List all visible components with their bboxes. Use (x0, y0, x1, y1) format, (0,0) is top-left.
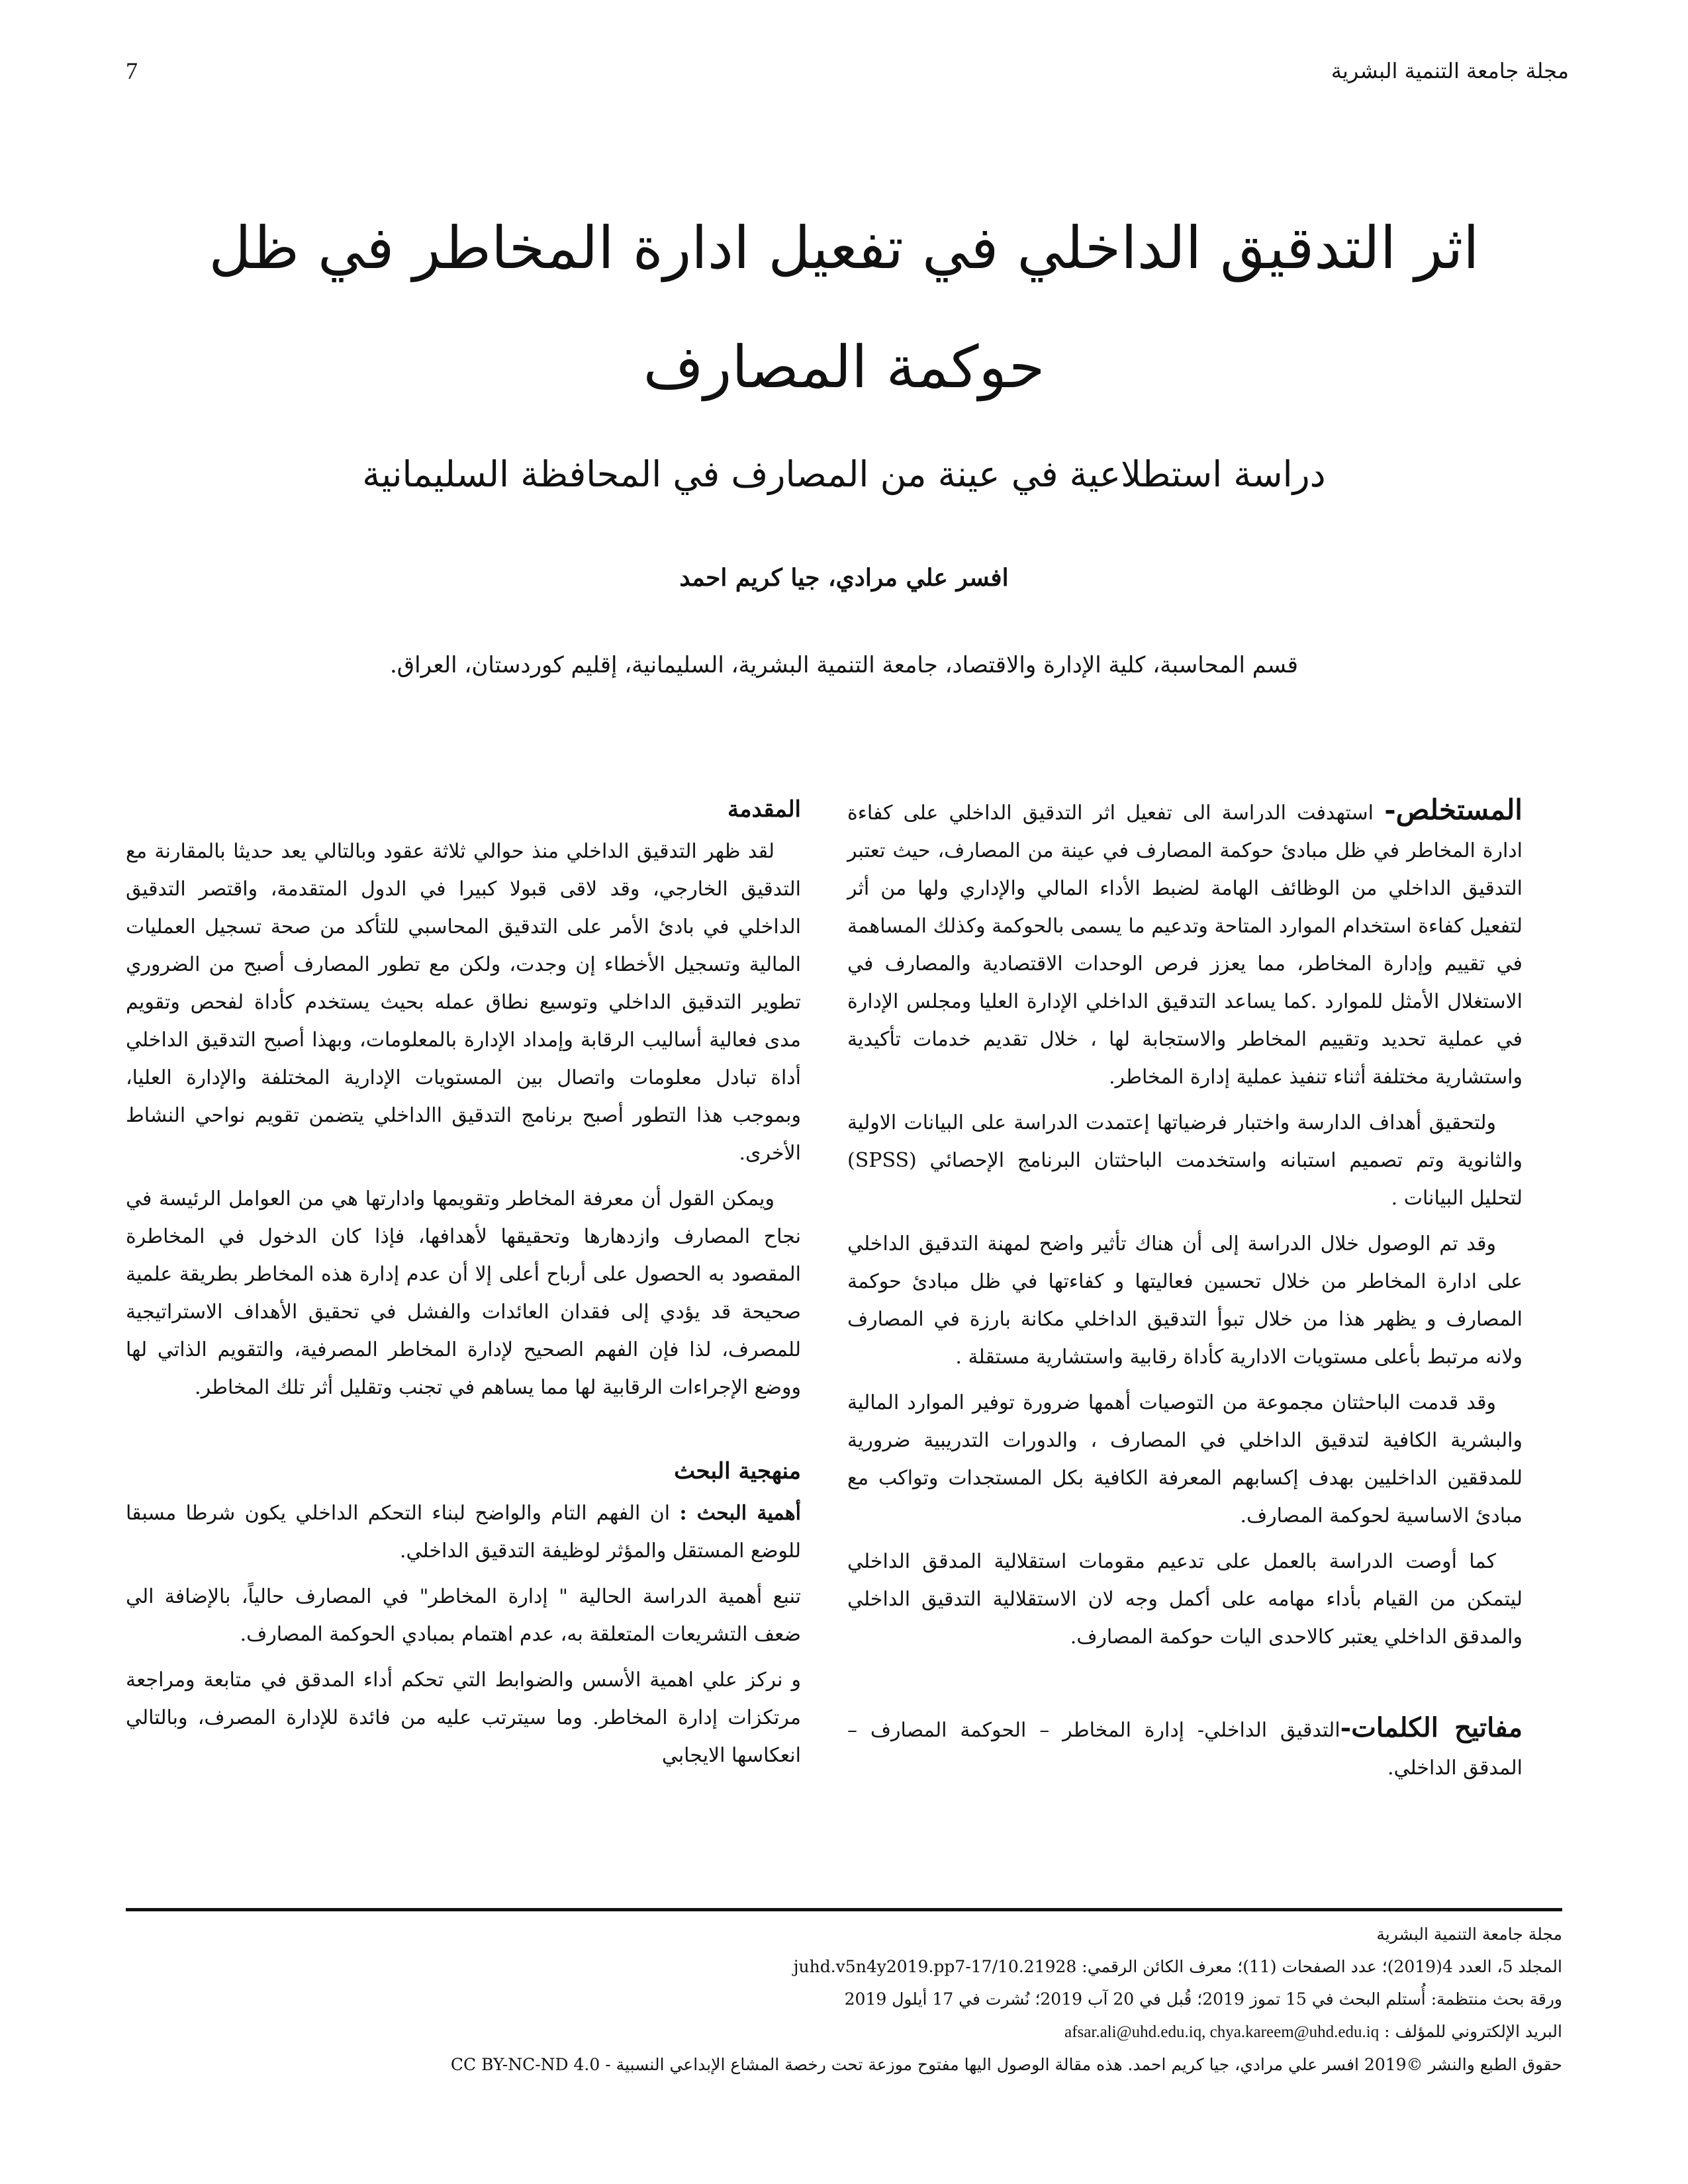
footer-dates: ورقة بحث منتظمة: أُستلم البحث في 15 تموز 2019؛ قُبل في 20 آب 2019؛ نُشرت في 17 أيلول 2019 (844, 1989, 1562, 2009)
journal-name: مجلة جامعة التنمية البشرية (1331, 58, 1569, 83)
body-paragraph: تنبع أهمية الدراسة الحالية " إدارة المخاطر" في المصارف حالياً، بالإضافة الي ضعف التشريعات المتعلقة به، عدم اهتمام بمبادي الحوكمة المصارف. (126, 1585, 801, 1646)
body-paragraph: ويمكن القول أن معرفة المخاطر وتقويمها وادارتها هي من العوامل الرئيسة في نجاح المصارف وازدهارها وتحقيقها لأهدافها، فإذا كان الدخول في المخاطرة المقصود به الحصول على أرباح أعلى إلا أن عدم إدارة هذه المخاطر بطريقة علمية صحيحة قد يؤدي إلى فقدان العائدات والفشل في تحقيق الأهداف الاستراتيجية للمصرف، لذا فإن الفهم الصحيح لإدارة المخاطر المصرفية، والتقويم الذاتي لها ووضع الإجراءات الرقابية لها مما يساهم في تجنب وتقليل أثر تلك المخاطر. (126, 1187, 801, 1399)
footer-divider (126, 1908, 1562, 1911)
footer-copyright: حقوق الطبع والنشر ©2019 افسر علي مرادي، جيا كريم احمد. هذه مقالة الوصول اليها مفتوح موزعة تحت رخصة المشاع الإبداعي النسبية - CC BY-NC-ND 4.0 (450, 2055, 1562, 2074)
abstract-label: المستخلص- (1384, 794, 1523, 826)
section-heading-methodology: منهجية البحث (674, 1458, 801, 1484)
body-paragraph: و نركز علي اهمية الأسس والضوابط التي تحكم أداء المدقق في متابعة ومراجعة مرتكزات إدارة المخاطر. وما سيترتب عليه من فائدة للإدارة المصرف، وبالتالي انعكاسها الايجابي (126, 1668, 801, 1767)
abstract-paragraph (847, 791, 1523, 1096)
footer-volume: المجلد 5، العدد 4(2019)؛ عدد الصفحات (11)؛ معرف الكائن الرقمي: 10.21928/juhd.v5n4y2019.pp7-17 (793, 1957, 1562, 1976)
paper-title: اثر التدقيق الداخلي في تفعيل ادارة المخاطر في ظل حوكمة المصارف (209, 214, 1479, 401)
abstract-paragraph: ولتحقيق أهداف الدارسة واختبار فرضياتها إعتمدت الدراسة على البيانات الاولية والثانوية وتم تصميم استبانه واستخدمت الباحثتان البرنامج الإحصائي (SPSS) لتحليل البيانات . (847, 1111, 1523, 1210)
abstract-paragraph: وقد قدمت الباحثتان مجموعة من التوصيات أهمها ضرورة توفير الموارد المالية والبشرية الكافية لتدقيق الداخلي في المصارف ، والدورات التدريبية ضرورية للمدققين الداخليين بهدف إكسابهم المعرفة الكافية بكل المستجدات وتواكب مع مبادئ الاساسية لحوكمة المصارف. (847, 1391, 1523, 1527)
abstract-paragraph: وقد تم الوصول خلال الدراسة إلى أن هناك تأثير واضح لمهنة التدقيق الداخلي على ادارة المخاطر من خلال تحسين فعاليتها و كفاءتها في ظل مبادئ حوكمة المصارف و يظهر هذا من خلال تبوأ التدقيق الداخلي مكانة بارزة في المصارف ولانه مرتبط بأعلى مستويات الادارية كأداة رقابية واستشارية مستقلة . (847, 1232, 1523, 1369)
footer-email (126, 2015, 1562, 2048)
abstract-column (847, 791, 1523, 1795)
author-names: افسر علي مرادي، جيا كريم احمد (679, 564, 1009, 592)
author-affiliation: قسم المحاسبة، كلية الإدارة والاقتصاد، جامعة التنمية البشرية، السليمانية، إقليم كوردستان، العراق. (389, 652, 1299, 678)
email-label: البريد الإلكتروني للمؤلف : (1384, 2022, 1562, 2041)
importance-label: أهمية البحث : (679, 1502, 801, 1525)
paper-subtitle: دراسة استطلاعية في عينة من المصارف في المحافظة السليمانية (362, 453, 1326, 495)
body-paragraph (126, 1494, 801, 1570)
footer-journal: مجلة جامعة التنمية البشرية (1376, 1925, 1562, 1944)
body-column (126, 791, 801, 1782)
author-emails[interactable]: afsar.ali@uhd.edu.iq, chya.kareem@uhd.edu.iq (1064, 2023, 1380, 2041)
keywords-text: التدقيق الداخلي- إدارة المخاطر – الحوكمة المصارف – المدقق الداخلي. (847, 1719, 1523, 1780)
article-footer (126, 1918, 1562, 2081)
abstract-text: استهدفت الدراسة الى تفعيل اثر التدقيق الداخلي على كفاءة ادارة المخاطر في ظل مبادئ حوكمة المصارف في عينة من المصارف، حيث تعتبر التدقيق الداخلي من الوظائف الهامة لضبط الأداء المالي والإداري ولها من أثر لتفعيل كفاءة استخدام الموارد المتاحة وتدعيم ما يسمى بالحوكمة وكذلك المساهمة في تقييم وإدارة المخاطر، مما يعزز فرص الوحدات الاقتصادية والمصارف في الاستغلال الأمثل للموارد .كما يساعد التدقيق الداخلي الإدارة العليا ومجلس الإدارة في عملية تحديد وتقييم المخاطر والاستجابة لها ، خلال تقديم خدمات تأكيدية واستشارية مختلفة أثناء تنفيذ عملية إدارة المخاطر. (847, 801, 1523, 1089)
section-heading-introduction: المقدمة (727, 796, 801, 823)
abstract-paragraph: كما أوصت الدراسة بالعمل على تدعيم مقومات استقلالية المدقق الداخلي ليتمكن من القيام بأداء مهامه على أكمل وجه لان الاستقلالية التدقيق الداخلي والمدقق الداخلي يعتبر كالاحدى اليات حوكمة المصارف. (847, 1550, 1523, 1649)
keywords (847, 1709, 1523, 1787)
keywords-label: مفاتيح الكلمات- (1340, 1712, 1523, 1743)
page-number: 7 (126, 58, 138, 84)
body-paragraph: لقد ظهر التدقيق الداخلي منذ حوالي ثلاثة عقود وبالتالي يعد حديثا بالمقارنة مع التدقيق الخارجي، وقد لاقى قبولا كبيرا في الدول المتقدمة، واقتصر التدقيق الداخلي في بادئ الأمر على التدقيق المحاسبي للتأكد من صحة تسجيل العمليات المالية وتسجيل الأخطاء إن وجدت، ولكن مع تطور المصارف أصبح من الضروري تطوير التدقيق الداخلي وتوسيع نطاق عمله بحيث يستخدم كأداة لفحص وتقويم مدى فعالية أساليب الرقابة وإمداد الإدارة بالمعلومات، وبهذا أصبح التدقيق الداخلي أداة تبادل معلومات واتصال بين المستويات الإدارية المختلفة والإدارة العليا، وبموجب هذا التطور أصبح برنامج التدقيق االداخلي يتضمن تقويم نواحي النشاط الأخرى. (126, 840, 801, 1165)
importance-text: ان الفهم التام والواضح لبناء التحكم الداخلي يكون شرطا مسبقا للوضع المستقل والمؤثر لوظيفة التدقيق الداخلي. (126, 1502, 801, 1563)
